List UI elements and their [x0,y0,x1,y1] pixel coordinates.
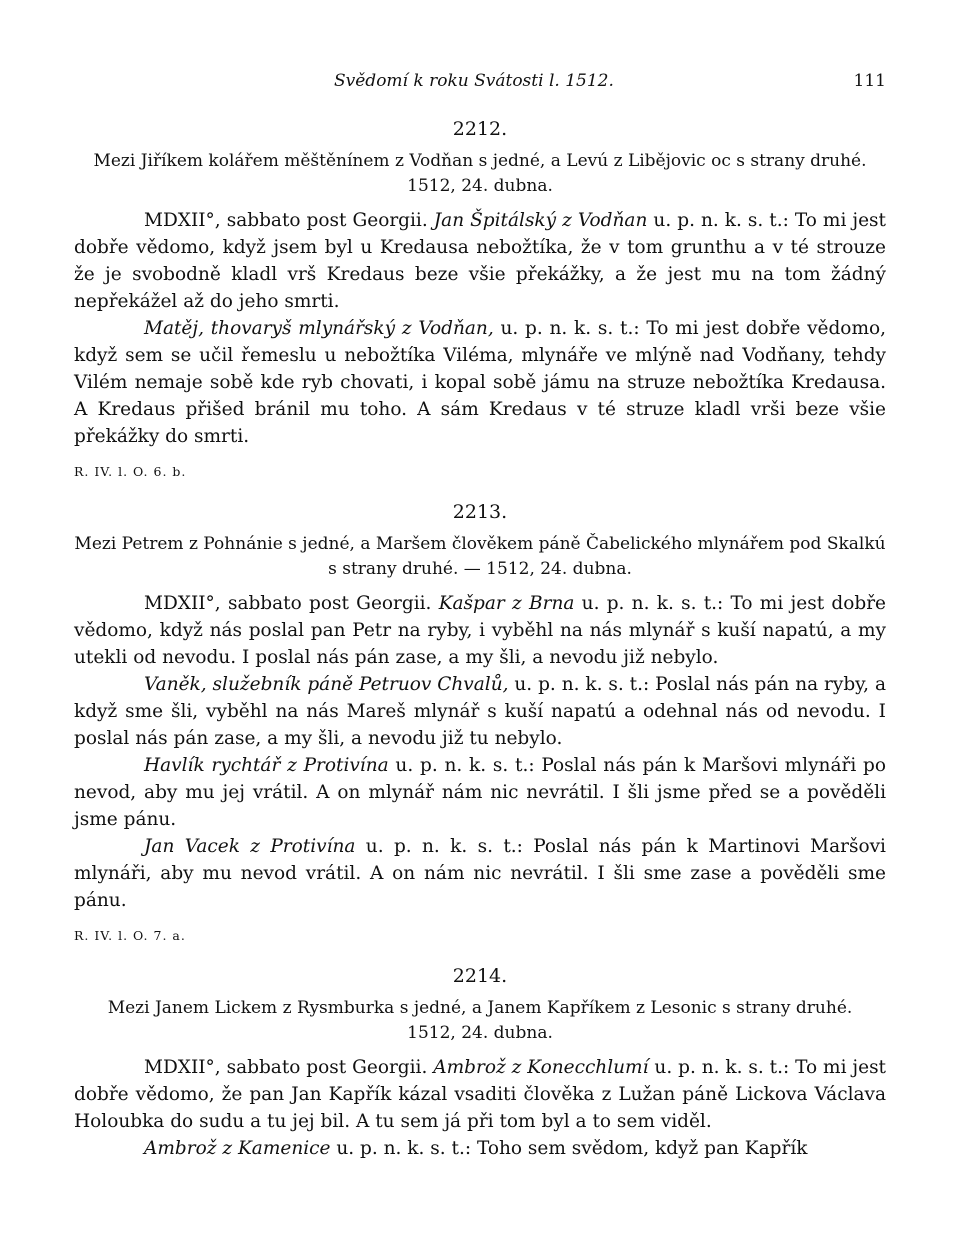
testimony-text: u. p. n. k. s. t.: Toho sem svědom, když pan Kapřík [330,1138,808,1159]
testimony-text: u. p. n. k. s. t.: Poslal nás pán k Maršovi mlynáři po nevod, aby mu jej vrátil. A on mlynář nám nic nevrátil. I šli jsme před se a pověděli jsme pánu. [74,755,886,830]
testimony-lead: MDXII°, sabbato post Georgii. [144,593,439,614]
testimony-text: u. p. n. k. s. t.: To mi jest dobře vědomo, že pan Jan Kapřík kázal vsaditi člověka z Lužan páně Lickova Václava Holoubka do sudu a tu jej bil. A tu sem já při tom byl a to sem viděl. [74,1057,886,1132]
testimony-paragraph [74,207,886,315]
source-reference: R. IV. l. O. 6. b. [74,464,187,479]
entry-number: 2213. [452,501,508,523]
testimony-text: u. p. n. k. s. t.: To mi jest dobře vědomo, když sem se učil řemeslu u nebožtíka Viléma, mlynáře ve mlýně nad Vodňany, tehdy Vilém nemaje sobě kde ryb chovati, i kopal sobě jámu na struze nebožtíka Kredausa. A Kredaus přišed bránil mu toho. A sám Kredaus v té struze kladl vrši beze všie překážky do smrti. [74,318,887,447]
testimony-lead: MDXII°, sabbato post Georgii. [144,1057,434,1078]
testimony-text: u. p. n. k. s. t.: Poslal nás pán k Martinovi Maršovi mlynáři, aby mu nevod vrátil. A on nám nic nevrátil. I šli sme zase a pověděli sme pánu. [74,836,886,911]
entry-heading-continued: s strany druhé. — 1512, 24. dubna. [328,559,632,579]
entry-2213 [74,499,886,949]
witness-name: Jan Špitálský z Vodňan [433,210,648,231]
entry-2212 [74,116,886,485]
testimony-text: u. p. n. k. s. t.: Poslal nás pán na ryby, a když sme šli, vyběhl na nás Mareš mlynář s kuší napatú a odehnal nás od nevodu. I poslal nás pán zase, a my šli, a nevodu již tu nebylo. [74,674,886,749]
testimony-paragraph [74,315,886,450]
entry-date: 1512, 24. dubna. [407,176,553,196]
source-reference: R. IV. l. O. 7. a. [74,928,186,943]
witness-name: Havlík rychtář z Protivína [144,755,389,776]
entry-heading: Mezi Janem Lickem z Rysmburka s jedné, a Janem Kapříkem z Lesonic s strany druhé. [107,998,853,1018]
witness-name: Jan Vacek z Protivína [144,836,356,857]
page-header [74,62,886,102]
witness-name: Ambrož z Kamenice [144,1138,331,1159]
testimony-paragraph [74,590,886,671]
testimony-paragraph [74,671,886,752]
testimony-paragraph [74,1135,886,1162]
witness-name: Kašpar z Brna [438,593,575,614]
entry-date: 1512, 24. dubna. [407,1023,553,1043]
testimony-lead: MDXII°, sabbato post Georgii. [144,210,434,231]
testimony-text: u. p. n. k. s. t.: To mi jest dobře vědomo, když jsem byl u Kredausa nebožtíka, že v tom grunthu a v té strouze že je svobodně kladl vrš Kredaus beze všie překážky, a že jest mu na tom žádný nepřekážel až do jeho smrti. [74,210,886,312]
witness-name: Matěj, thovaryš mlynářský z Vodňan, [144,318,494,339]
entry-heading: Mezi Petrem z Pohnánie s jedné, a Maršem člověkem páně Čabelického mlynářem pod Skalkú [74,534,886,554]
testimony-text: u. p. n. k. s. t.: To mi jest dobře vědomo, když nás poslal pan Petr na ryby, i vyběhl na nás mlynář s kuší napatú, a my utekli od nevodu. I poslal nás pán zase, a my šli, a nevodu již nebylo. [74,593,886,668]
page-number: 111 [853,71,886,91]
entry-heading: Mezi Jiříkem kolářem měštěnínem z Vodňan s jedné, a Levú z Libějovic oc s strany druhé. [93,151,867,171]
witness-name: Vaněk, služebník páně Petruov Chvalů, [144,674,509,695]
testimony-paragraph [74,833,886,914]
document-page [74,62,886,1162]
entry-number: 2214. [452,965,508,987]
witness-name: Ambrož z Konecchlumí [433,1057,649,1078]
testimony-paragraph [74,752,886,833]
testimony-paragraph [74,1054,886,1135]
entry-number: 2212. [452,118,508,140]
running-title: Svědomí k roku Svátosti l. 1512. [334,71,614,91]
entry-2214 [74,963,886,1162]
